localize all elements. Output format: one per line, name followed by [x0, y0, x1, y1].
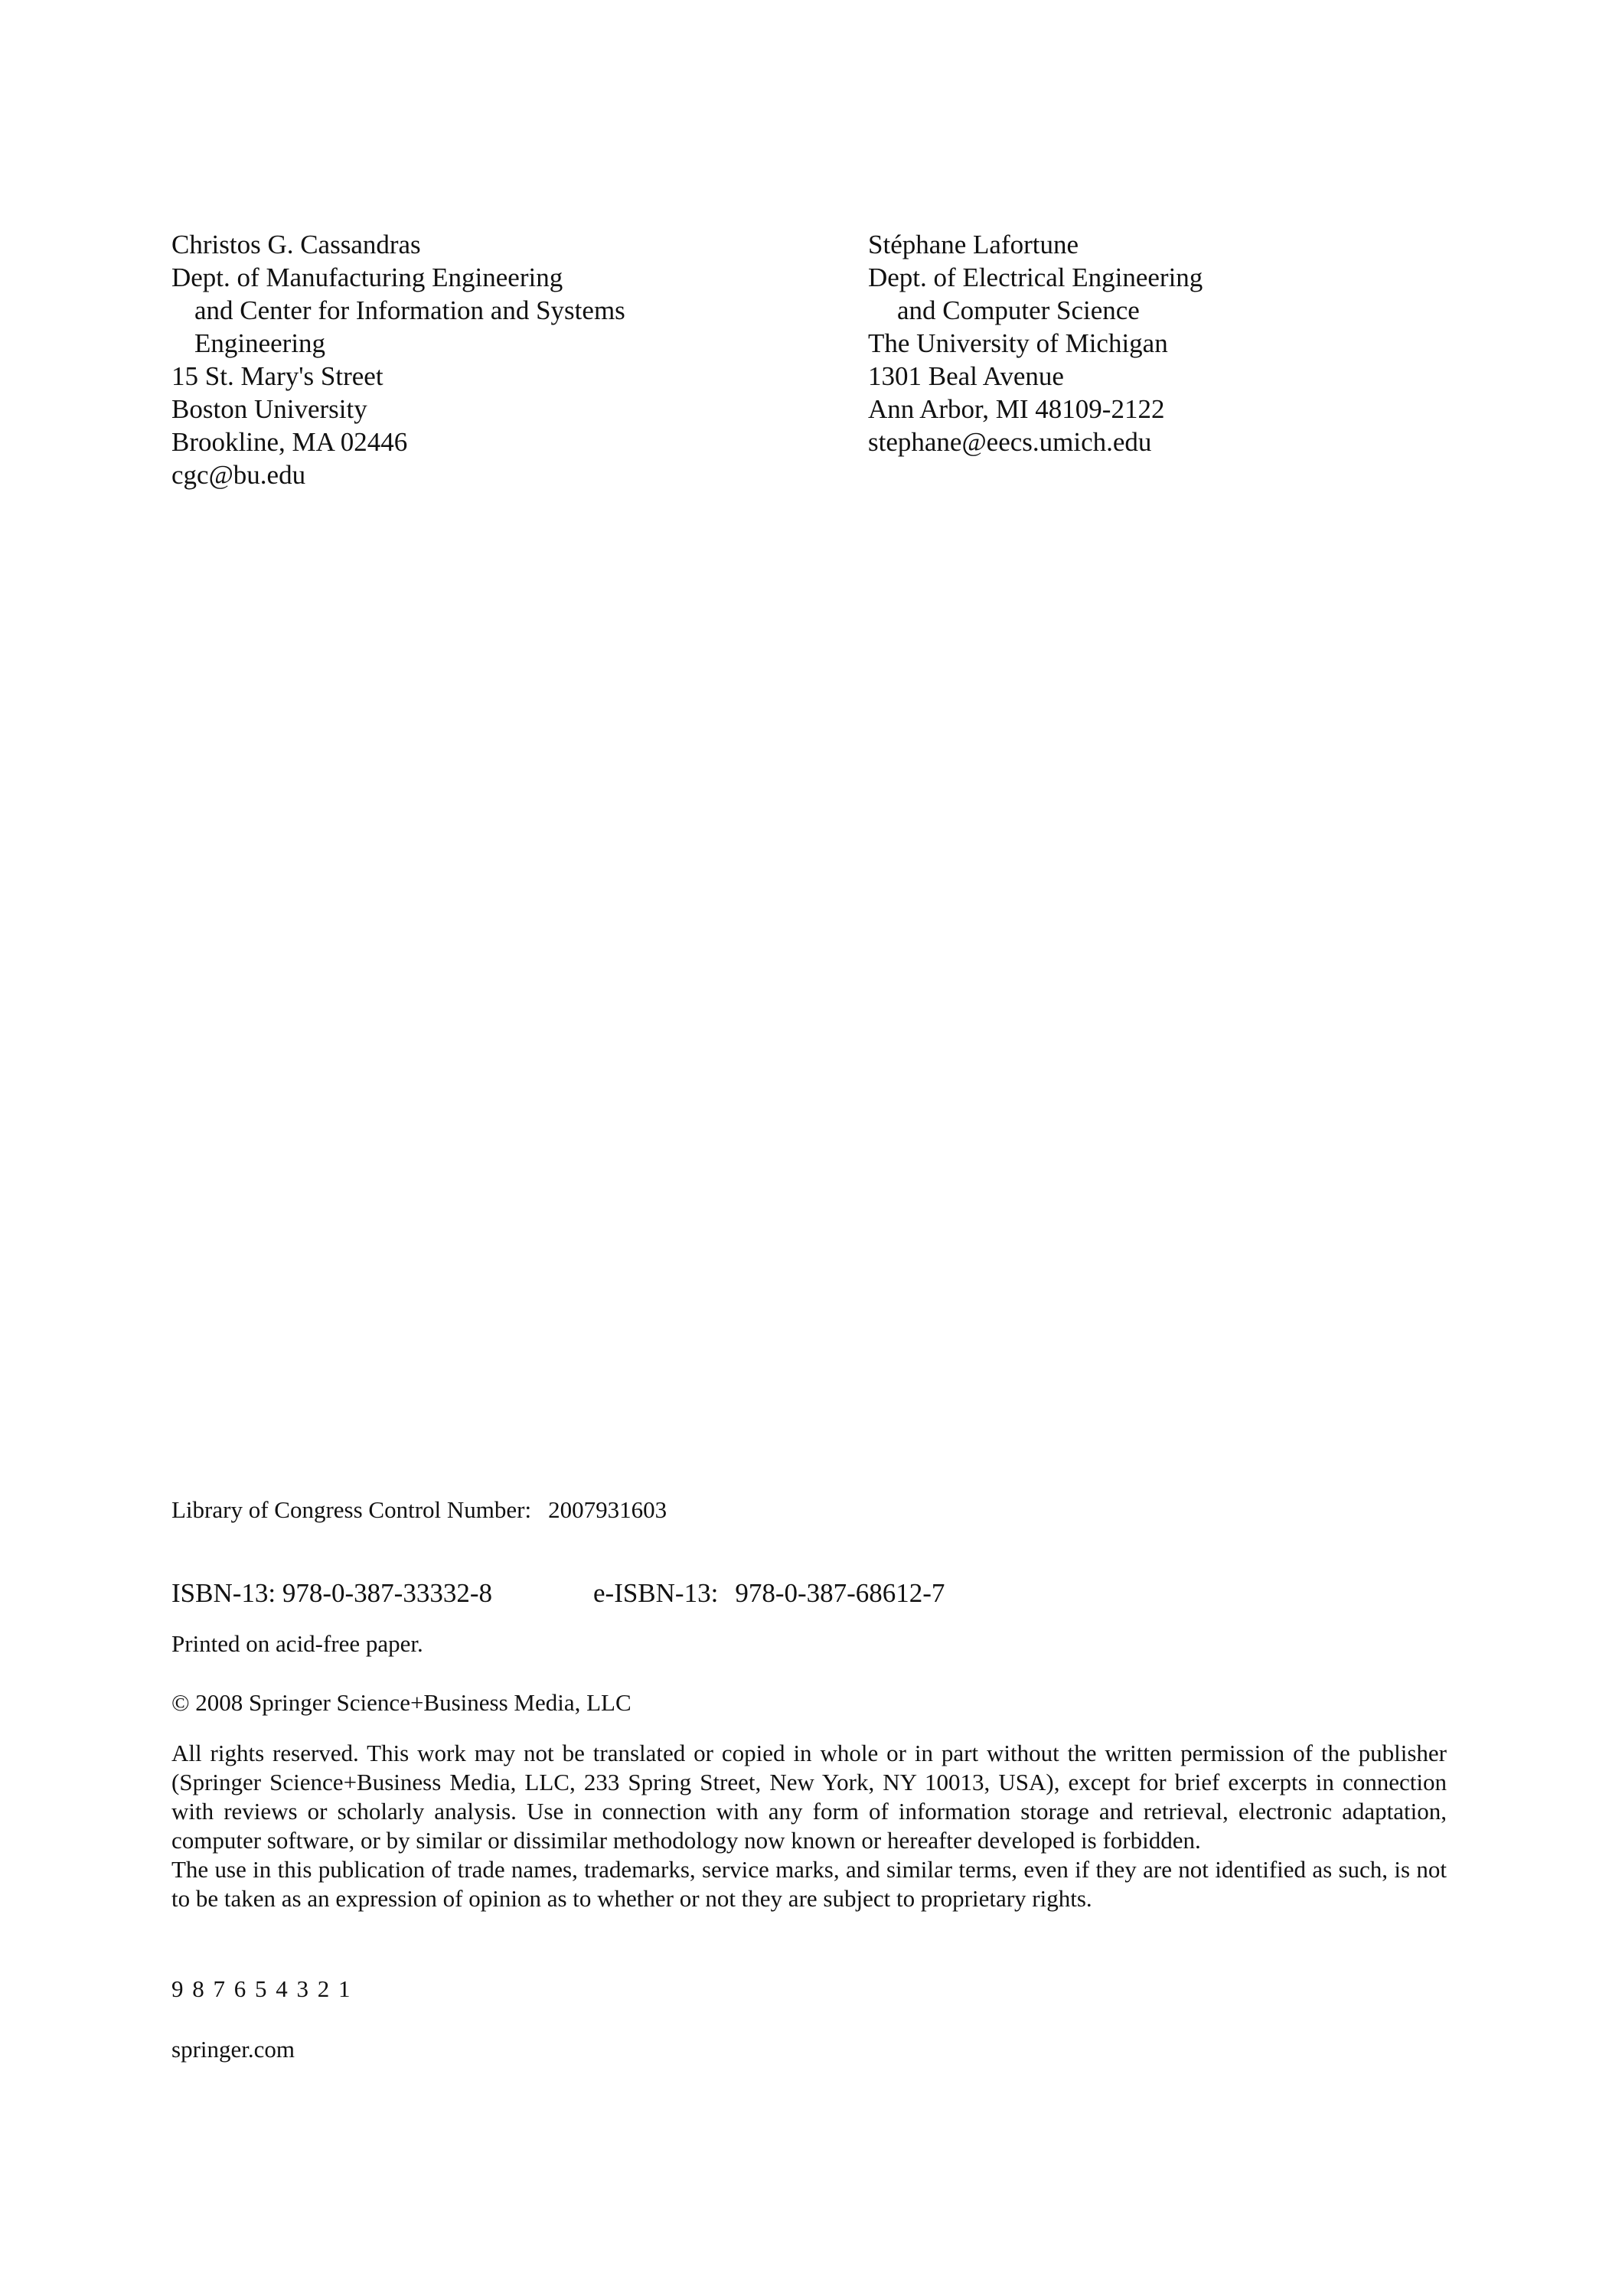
isbn-value: 978-0-387-33332-8	[282, 1578, 492, 1608]
author-email: stephane@eecs.umich.edu	[868, 427, 1152, 457]
lccn-line	[171, 1496, 667, 1524]
author-name: Christos G. Cassandras	[171, 230, 421, 259]
author-dept: Dept. of Manufacturing Engineering	[171, 263, 563, 292]
author-address-left	[171, 228, 625, 491]
lccn-value: 2007931603	[548, 1496, 667, 1523]
rights-paragraph: All rights reserved. This work may not be translated or copied in whole or in part without the written permission of the publisher (Springer Science+Business Media, LLC, 233 Spring Street, New York, NY 10013, USA), except for brief excerpts in connection with reviews or scholarly analysis. Use in connection with any form of information storage and retrieval, electronic adaptation, computer software, or by similar or dissimilar methodology now known or hereafter developed is forbidden.	[171, 1740, 1447, 1854]
isbn-line	[171, 1578, 492, 1609]
printing-line: 9 8 7 6 5 4 3 2 1	[171, 1975, 352, 2002]
eisbn-value: 978-0-387-68612-7	[735, 1578, 945, 1608]
author-name: Stéphane Lafortune	[868, 230, 1079, 259]
author-address-right	[868, 228, 1203, 458]
author-street: 15 St. Mary's Street	[171, 361, 383, 391]
author-email: cgc@bu.edu	[171, 460, 306, 490]
author-dept-continued: and Computer Science	[897, 295, 1140, 325]
author-dept-continued: Engineering	[194, 328, 326, 358]
author-city: Brookline, MA 02446	[171, 427, 408, 457]
eisbn-line	[593, 1578, 945, 1609]
author-dept: Dept. of Electrical Engineering	[868, 263, 1203, 292]
lccn-label: Library of Congress Control Number:	[171, 1496, 532, 1523]
publisher-website: springer.com	[171, 2036, 295, 2063]
trademark-paragraph: The use in this publication of trade names, trademarks, service marks, and similar terms, even if they are not identified as such, is not to be taken as an expression of opinion as to whether or not they are subject to proprietary rights.	[171, 1856, 1447, 1912]
author-street: 1301 Beal Avenue	[868, 361, 1064, 391]
author-city: Ann Arbor, MI 48109-2122	[868, 394, 1165, 424]
copyright-notice: © 2008 Springer Science+Business Media, LLC	[171, 1689, 632, 1716]
printed-on-note: Printed on acid-free paper.	[171, 1630, 423, 1657]
eisbn-label: e-ISBN-13:	[593, 1578, 719, 1608]
author-university: The University of Michigan	[868, 328, 1168, 358]
isbn-label: ISBN-13:	[171, 1578, 276, 1608]
author-university: Boston University	[171, 394, 367, 424]
rights-statement	[171, 1739, 1447, 1913]
author-dept-continued: and Center for Information and Systems	[194, 295, 625, 325]
